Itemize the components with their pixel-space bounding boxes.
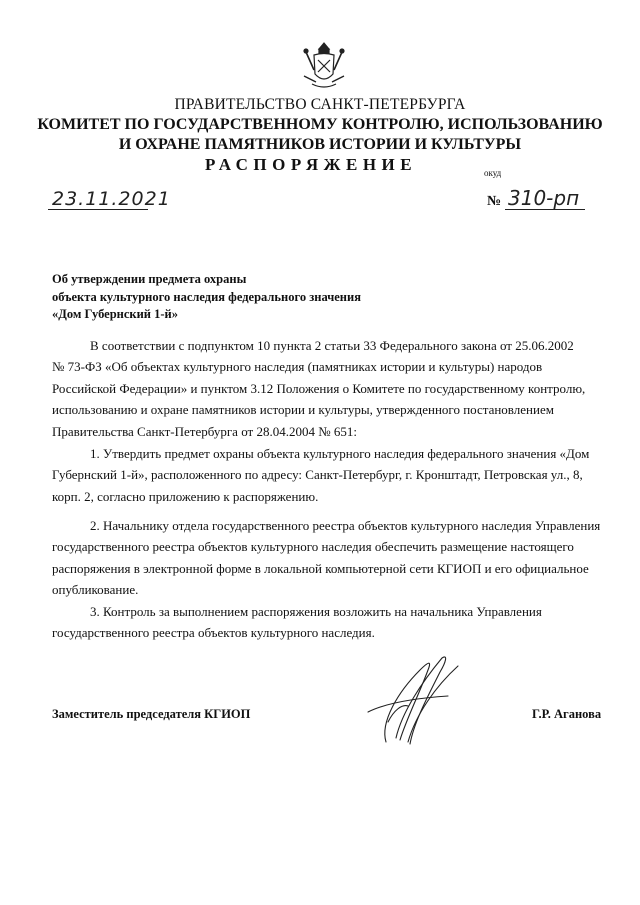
number-sign: № bbox=[487, 194, 502, 209]
text-line: № 73-ФЗ «Об объектах культурного наследия (памятниках истории и культуры) народов bbox=[52, 359, 543, 375]
clause-1-paragraph bbox=[52, 443, 603, 507]
preamble-paragraph bbox=[52, 335, 603, 442]
government-title: ПРАВИТЕЛЬСТВО САНКТ-ПЕТЕРБУРГА bbox=[174, 96, 466, 113]
handwritten-signature-icon bbox=[358, 652, 468, 750]
committee-title-line1: КОМИТЕТ ПО ГОСУДАРСТВЕННОМУ КОНТРОЛЮ, ИСПОЛЬЗОВАНИЮ bbox=[37, 116, 603, 133]
text-line: использованию и охране памятников истории и культуры, утвержденного постановлением bbox=[52, 402, 554, 418]
text-line: 1. Утвердить предмет охраны объекта культурного наследия федерального значения «Дом bbox=[90, 446, 590, 461]
text-line: опубликование. bbox=[52, 582, 139, 598]
document-type: РАСПОРЯЖЕНИЕ bbox=[205, 155, 418, 174]
text-line: В соответствии с подпунктом 10 пункта 2 статьи 33 Федерального закона от 25.06.2002 bbox=[90, 338, 574, 353]
committee-title-line2: И ОХРАНЕ ПАМЯТНИКОВ ИСТОРИИ И КУЛЬТУРЫ bbox=[118, 136, 522, 153]
number-underline bbox=[505, 209, 585, 210]
signer-name: Г.Р. Аганова bbox=[532, 707, 602, 721]
text-line: Губернский 1-й», расположенного по адресу: Санкт-Петербург, г. Кронштадт, Петровская ул., 8, bbox=[52, 467, 583, 483]
subject-line: объекта культурного наследия федерального значения bbox=[52, 289, 361, 304]
coat-of-arms-icon bbox=[300, 40, 348, 92]
date-underline bbox=[48, 209, 148, 210]
text-line: 2. Начальнику отдела государственного реестра объектов культурного наследия Управления bbox=[90, 518, 601, 533]
document-subject bbox=[52, 271, 361, 324]
clause-2-paragraph bbox=[52, 515, 603, 601]
subject-line: «Дом Губернский 1-й» bbox=[52, 307, 178, 321]
subject-line: Об утверждении предмета охраны bbox=[52, 272, 247, 286]
text-line: государственного реестра объектов культурного наследия. bbox=[52, 625, 375, 641]
text-line: 3. Контроль за выполнением распоряжения возложить на начальника Управления bbox=[90, 604, 542, 619]
signer-position: Заместитель председателя КГИОП bbox=[52, 707, 251, 721]
text-line: государственного реестра объектов культурного наследия обеспечить размещение настоящего bbox=[52, 539, 574, 555]
okud-label: окуд bbox=[484, 168, 502, 178]
text-line: распоряжения в электронной форме в локальной компьютерной сети КГИОП и его официальное bbox=[52, 560, 589, 576]
text-line: Правительства Санкт-Петербурга от 28.04.2004 № 651: bbox=[52, 423, 357, 439]
clause-3-paragraph bbox=[52, 601, 603, 644]
document-number: 310-рп bbox=[508, 186, 580, 210]
text-line: корп. 2, согласно приложению к распоряжению. bbox=[52, 488, 319, 504]
document-date: 23.11.2021 bbox=[52, 188, 171, 210]
text-line: Российской Федерации» и пунктом 3.12 Положения о Комитете по государственному контролю, bbox=[52, 380, 586, 396]
